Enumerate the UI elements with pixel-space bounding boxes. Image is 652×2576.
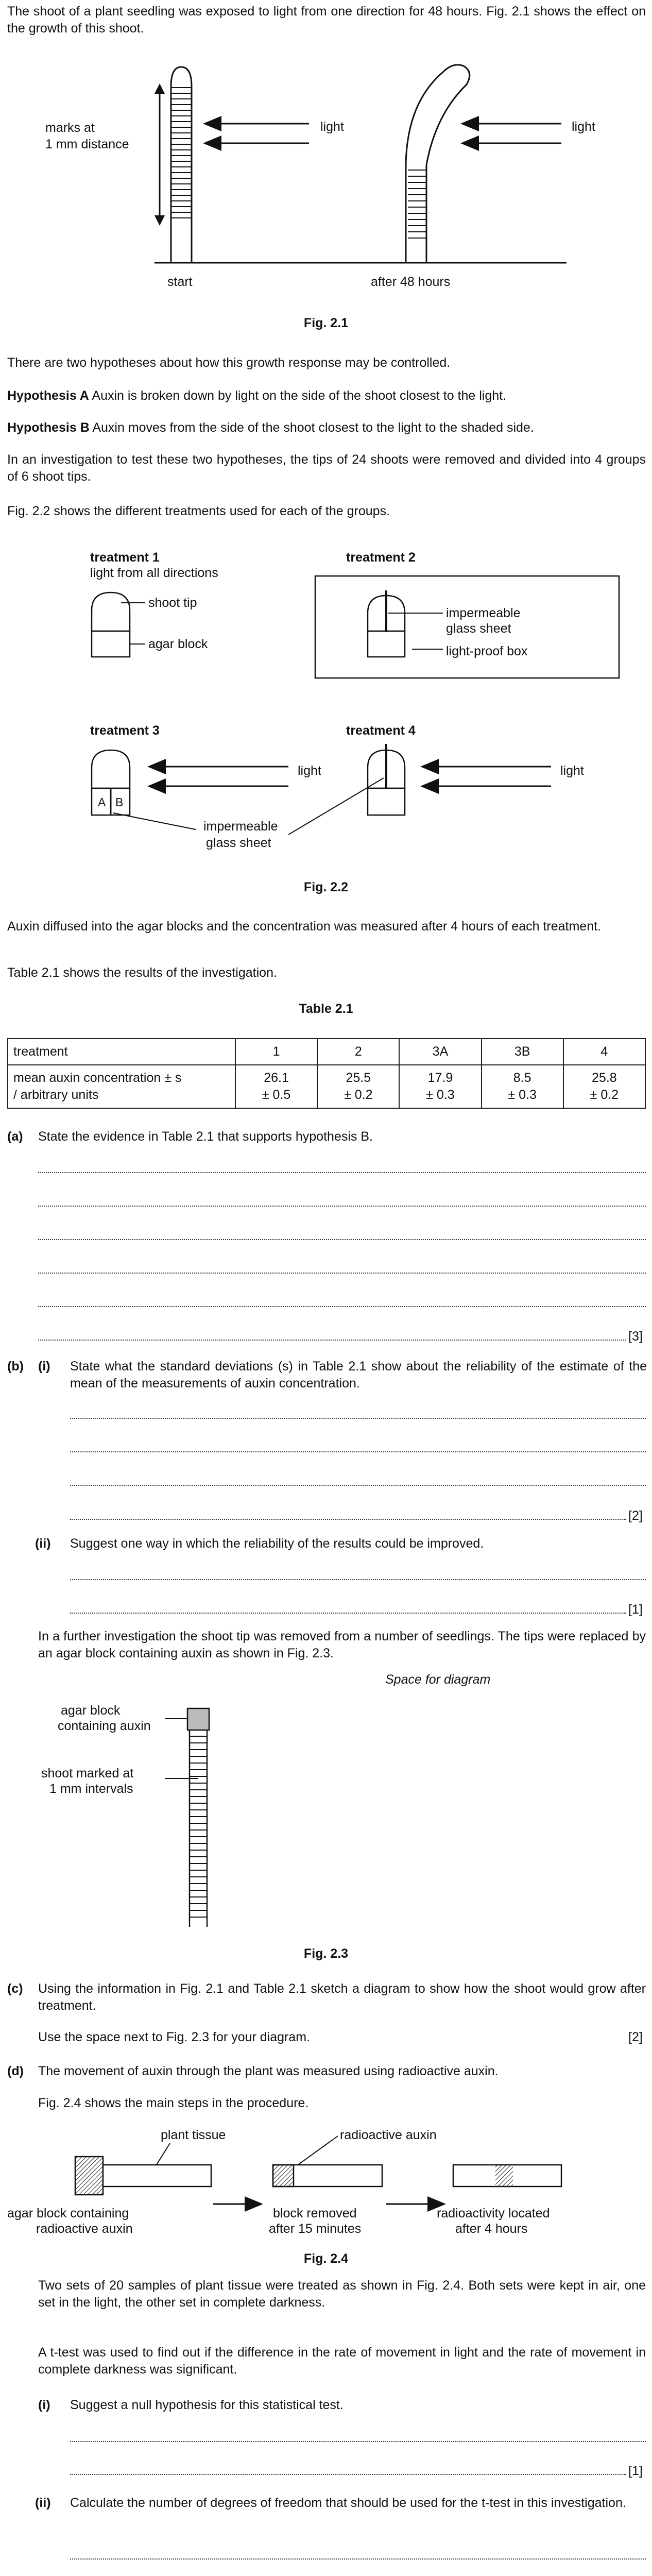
t4-title: treatment 4 [346, 723, 416, 738]
fig-2-2-caption: Fig. 2.2 [303, 880, 349, 894]
value-cell [563, 1065, 645, 1108]
question-d-ii-label: (ii) [35, 2496, 51, 2510]
shoot-marked-label-2: 1 mm intervals [49, 1782, 133, 1796]
fig-2-1-diagram [0, 36, 652, 355]
radioactivity-located-label-1: radioactivity located [437, 2206, 550, 2221]
hypothesis-a [7, 387, 651, 404]
value-cell [399, 1065, 481, 1108]
mean-value: 26.1 [264, 1071, 289, 1085]
question-c-text: Using the information in Fig. 2.1 and Table 2.1 sketch a diagram to show how the shoot would grow after treatment. [38, 1981, 646, 2013]
hypothesis-b-text: Auxin moves from the side of the shoot closest to the light to the shaded side. [89, 420, 534, 435]
row-label-line-2: / arbitrary units [13, 1088, 99, 1102]
answer-line[interactable] [38, 1206, 646, 1207]
mean-value: 17.9 [427, 1071, 453, 1085]
impermeable-label-1: impermeable [446, 606, 521, 620]
question-d-text: The movement of auxin through the plant was measured using radioactive auxin. [38, 2064, 499, 2078]
question-d-i-label: (i) [38, 2398, 50, 2412]
plant-tissue-label: plant tissue [161, 2128, 226, 2142]
sd-value: ± 0.3 [426, 1088, 455, 1102]
answer-line[interactable] [70, 1418, 646, 1419]
impermeable-label-2: impermeable [203, 819, 278, 834]
marks-label-2: 1 mm distance [45, 137, 129, 151]
header-cell: 3B [482, 1039, 563, 1065]
fig-2-4-intro: Fig. 2.4 shows the main steps in the procedure. [38, 2096, 309, 2110]
hypothesis-a-text: Auxin is broken down by light on the side of the shoot closest to the light. [89, 388, 507, 403]
mark-b-i: [2] [628, 1509, 643, 1523]
answer-line[interactable] [38, 1306, 646, 1307]
fig-2-4-diagram [0, 2117, 652, 2272]
sd-value: ± 0.2 [344, 1088, 373, 1102]
mark-a: [3] [628, 1329, 643, 1344]
table-intro-line: Table 2.1 shows the results of the investigation. [7, 965, 277, 980]
question-b-ii-label: (ii) [35, 1536, 51, 1551]
answer-line[interactable] [70, 2441, 646, 2442]
question-a-text: State the evidence in Table 2.1 that supports hypothesis B. [38, 1129, 373, 1144]
fig-2-1-caption: Fig. 2.1 [303, 316, 349, 330]
answer-line[interactable] [70, 1485, 646, 1486]
agar-containing-label-2: radioactive auxin [36, 2222, 133, 2236]
table-intro-paragraph: Auxin diffused into the agar blocks and the concentration was measured after 4 hours of each treatment. [7, 919, 602, 934]
answer-line[interactable] [70, 2474, 626, 2475]
question-b-i-label: (i) [38, 1359, 50, 1374]
mark-d-i: [1] [628, 2464, 643, 2478]
light-label-4: light [560, 764, 584, 778]
label-b: B [115, 795, 124, 809]
light-label-3: light [298, 764, 321, 778]
light-proof-box-label: light-proof box [446, 644, 528, 658]
hypothesis-a-label: Hypothesis A [7, 388, 89, 403]
light-label-left: light [320, 120, 344, 134]
question-b-i-text: State what the standard deviations (s) in Table 2.1 show about the reliability of the estimate of the mean of the measurements of auxin concentration. [70, 1359, 647, 1391]
t2-title: treatment 2 [346, 550, 416, 565]
question-c-label: (c) [7, 1981, 23, 1996]
results-table [7, 1038, 646, 1109]
answer-line[interactable] [70, 2558, 646, 2560]
space-for-diagram-label: Space for diagram [385, 1672, 491, 1687]
answer-line[interactable] [70, 1451, 646, 1452]
fig-2-2-intro: Fig. 2.2 shows the different treatments used for each of the groups. [7, 504, 390, 518]
table-title: Table 2.1 [299, 1002, 353, 1016]
t-test-paragraph: A t-test was used to find out if the difference in the rate of movement in light and the rate of movement in complete darkness was significant. [38, 2345, 646, 2377]
value-cell [482, 1065, 563, 1108]
hypothesis-b [7, 419, 651, 436]
hypotheses-intro: There are two hypotheses about how this growth response may be controlled. [7, 355, 451, 370]
answer-line[interactable] [70, 1613, 626, 1614]
start-shoot [171, 67, 192, 263]
table-row [8, 1065, 645, 1108]
label-a: A [98, 795, 106, 809]
table-header-row [8, 1039, 645, 1065]
agar-label-1: agar block [61, 1703, 121, 1718]
hypothesis-b-label: Hypothesis B [7, 420, 90, 435]
fig-2-4-caption: Fig. 2.4 [303, 2251, 349, 2266]
t3-title: treatment 3 [90, 723, 160, 738]
question-d-ii-text: Calculate the number of degrees of freedom that should be used for the t-test in this investigation. [70, 2496, 626, 2510]
mark-b-ii: [1] [628, 1602, 643, 1617]
answer-line[interactable] [38, 1273, 646, 1274]
glass-sheet-label-1: glass sheet [446, 621, 511, 636]
mean-value: 8.5 [513, 1071, 531, 1085]
header-cell: 3A [399, 1039, 481, 1065]
glass-sheet-label-2: glass sheet [206, 836, 271, 850]
header-cell: 4 [563, 1039, 645, 1065]
sd-value: ± 0.3 [508, 1088, 537, 1102]
further-investigation-text: In a further investigation the shoot tip was removed from a number of seedlings. The tips were replaced by an agar block containing auxin as shown in Fig. 2.3. [38, 1629, 646, 1660]
value-cell [317, 1065, 399, 1108]
radioactivity-located-label-2: after 4 hours [455, 2222, 528, 2236]
shoot-tip-label: shoot tip [148, 596, 197, 610]
question-d-label: (d) [7, 2064, 24, 2078]
header-cell: 1 [235, 1039, 317, 1065]
sd-value: ± 0.5 [262, 1088, 291, 1102]
marks-label-1: marks at [45, 121, 95, 135]
agar-label-2: containing auxin [58, 1719, 151, 1733]
sd-value: ± 0.2 [590, 1088, 619, 1102]
t1-title: treatment 1 [90, 550, 160, 565]
header-cell: treatment [8, 1039, 235, 1065]
mark-c: [2] [628, 2030, 643, 2044]
question-c-text-2: Use the space next to Fig. 2.3 for your diagram. [38, 2030, 311, 2044]
start-label: start [167, 275, 193, 289]
question-a-label: (a) [7, 1129, 23, 1144]
intro-paragraph: The shoot of a plant seedling was exposed to light from one direction for 48 hours. Fig. 2.1 shows the effect on the growth of this shoot. [7, 4, 646, 36]
answer-line[interactable] [38, 1340, 626, 1341]
after-label: after 48 hours [371, 275, 451, 289]
bent-shoot [406, 65, 470, 263]
samples-paragraph: Two sets of 20 samples of plant tissue were treated as shown in Fig. 2.4. Both sets were kept in air, one set in the light, the other set in complete darkness. [38, 2278, 646, 2310]
row-label [8, 1065, 235, 1108]
answer-line[interactable] [38, 1239, 646, 1240]
question-d-i-text: Suggest a null hypothesis for this statistical test. [70, 2398, 344, 2412]
question-b-label: (b) [7, 1359, 24, 1374]
header-cell: 2 [317, 1039, 399, 1065]
fig-2-3-caption: Fig. 2.3 [303, 1946, 349, 1961]
shoot-marked-label-1: shoot marked at [41, 1766, 134, 1781]
row-label-line-1: mean auxin concentration ± s [13, 1071, 182, 1085]
value-cell [235, 1065, 317, 1108]
fig-2-2-diagram [0, 536, 652, 927]
t1-sub: light from all directions [90, 566, 218, 580]
agar-containing-label-1: agar block containing [7, 2206, 129, 2221]
block-removed-label-2: after 15 minutes [269, 2222, 362, 2236]
investigation-paragraph: In an investigation to test these two hypotheses, the tips of 24 shoots were removed and divided into 4 groups of 6 shoot tips. [7, 452, 646, 484]
mean-value: 25.8 [592, 1071, 617, 1085]
radioactive-auxin-label: radioactive auxin [340, 2128, 437, 2142]
light-label-right: light [572, 120, 595, 134]
block-removed-label-1: block removed [273, 2206, 357, 2221]
agar-block-label: agar block [148, 637, 208, 651]
question-b-ii-text: Suggest one way in which the reliability of the results could be improved. [70, 1536, 484, 1551]
answer-line[interactable] [70, 1579, 646, 1580]
answer-line[interactable] [38, 1172, 646, 1173]
answer-line[interactable] [70, 1519, 626, 1520]
fig-2-3-diagram [0, 1685, 652, 1973]
mean-value: 25.5 [346, 1071, 371, 1085]
